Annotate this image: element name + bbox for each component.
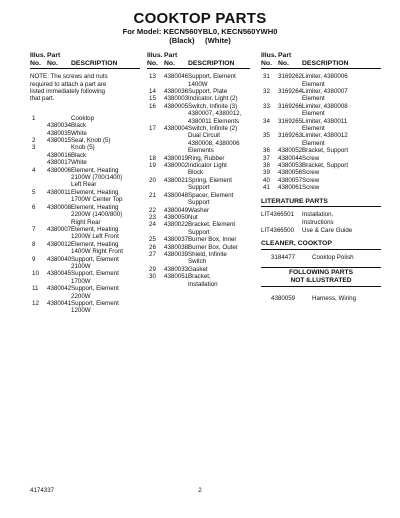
illus-number: 20	[149, 176, 156, 184]
illus-number: 27	[149, 250, 156, 258]
illus-number: 5	[32, 188, 36, 196]
illus-number: 21	[149, 191, 156, 199]
part-number: 4380017	[47, 159, 72, 167]
part-row	[30, 189, 140, 204]
illus-number: 1	[32, 114, 36, 122]
part-row	[147, 251, 250, 266]
part-row	[261, 147, 381, 154]
illus-number: 31	[263, 73, 270, 81]
illus-number: 37	[263, 154, 270, 162]
illus-number: 33	[263, 102, 270, 110]
part-description: Element, Heating 1200W Left Front	[71, 225, 119, 241]
illus-number: 26	[149, 243, 156, 251]
part-row	[261, 177, 381, 184]
illus-number: 23	[149, 213, 156, 221]
part-row	[30, 167, 140, 189]
part-row	[147, 88, 250, 95]
page-title: COOKTOP PARTS	[133, 10, 267, 27]
literature-list	[261, 211, 381, 234]
part-description: Screw	[302, 154, 320, 162]
part-number: 4380002	[164, 162, 189, 170]
illus-number: 18	[149, 154, 156, 162]
part-description: Cooktop	[71, 114, 95, 122]
part-description: Screw	[302, 169, 320, 177]
illus-number: 25	[149, 236, 156, 244]
part-number: 4380006	[47, 166, 72, 174]
parts-column-2	[147, 52, 250, 288]
part-row	[30, 152, 140, 159]
part-number: 4380041	[47, 299, 72, 307]
not-illustrated-list	[261, 295, 381, 302]
part-number: 4380053	[278, 162, 303, 170]
part-row	[30, 256, 140, 271]
part-row	[147, 244, 250, 251]
part-number: 4380044	[278, 154, 303, 162]
not-illustrated-heading: FOLLOWING PARTS NOT ILLUSTRATED	[261, 267, 381, 287]
part-number: 3169264	[278, 88, 303, 95]
part-row	[261, 155, 381, 162]
part-row	[261, 227, 381, 234]
part-description: Indicator Light Block	[188, 162, 227, 177]
part-row	[261, 184, 381, 191]
part-description: Support, Element 1700W	[71, 270, 119, 285]
part-row	[147, 177, 250, 192]
part-row	[30, 300, 140, 315]
part-number: 4380008	[47, 203, 72, 211]
parts-column-3	[261, 52, 381, 304]
part-number: 4380004	[164, 125, 189, 133]
parts-list	[30, 115, 140, 315]
part-number: 4380056	[278, 169, 303, 177]
part-description: Bracket, Installation	[188, 273, 218, 288]
illus-number: 12	[32, 299, 39, 307]
part-number	[47, 115, 71, 122]
part-no-header: Part No.	[164, 52, 178, 67]
part-description: Knob (5)	[71, 144, 95, 152]
part-description: Limiter, 4380012 Element	[302, 132, 348, 147]
illus-number: 41	[263, 184, 270, 192]
part-row	[147, 95, 250, 102]
part-number: 4380012	[47, 240, 72, 248]
part-row	[30, 285, 140, 300]
part-number: 4380042	[47, 285, 72, 293]
part-row	[30, 270, 140, 285]
illus-number: 36	[263, 147, 270, 155]
illus-number: 9	[32, 255, 36, 263]
part-number: 3169263	[278, 132, 303, 140]
part-number: 3169262	[278, 73, 303, 81]
part-number: 4380037	[164, 236, 189, 244]
part-number: 4380033	[164, 265, 189, 273]
illus-number: 16	[149, 102, 156, 110]
part-number: 4380061	[278, 184, 303, 192]
part-number: 4380005	[164, 102, 189, 110]
part-number: LIT4366500	[261, 226, 295, 234]
illus-number	[30, 159, 47, 166]
part-no-header: Part No.	[47, 52, 61, 67]
part-row	[261, 73, 381, 88]
illus-number: 13	[149, 73, 156, 81]
part-number: LIT4366501	[261, 211, 295, 219]
description-header: DESCRIPTION	[302, 59, 349, 67]
illus-number: 7	[32, 225, 36, 233]
part-description: Installation, Instructions	[302, 211, 334, 226]
part-number: 4380038	[164, 243, 189, 251]
part-description: Indicator, Light (2)	[188, 95, 238, 103]
illus-number: 39	[263, 169, 270, 177]
part-description: Limiter, 4380006 Element	[302, 73, 348, 88]
illus-number: 10	[32, 270, 39, 278]
part-description: Burner Box, Outer	[188, 243, 238, 251]
part-row	[30, 159, 140, 166]
part-description: Limiter, 4380008 Element	[302, 102, 348, 118]
part-row	[147, 236, 250, 243]
part-description: Washer	[188, 206, 210, 214]
part-row	[147, 192, 250, 207]
part-number: 3169266	[278, 102, 303, 110]
illus-number: 2	[32, 137, 36, 145]
illus-no-header: Illus. No.	[261, 52, 277, 67]
illus-number	[30, 152, 47, 159]
part-description: Bracket, Support	[302, 162, 349, 170]
part-description: Support, Plate	[188, 88, 228, 95]
illus-number: 19	[149, 162, 156, 170]
part-row	[261, 162, 381, 169]
illus-number: 34	[263, 117, 270, 125]
part-number: 4380019	[164, 154, 189, 162]
part-description: Spacer, Element Support	[188, 191, 234, 207]
part-row	[147, 207, 250, 214]
illus-number: 32	[263, 88, 270, 95]
page-number: 2	[198, 487, 202, 494]
part-description: Gasket	[188, 265, 208, 273]
part-description: Ring, Rubber	[188, 154, 225, 162]
part-row	[147, 73, 250, 88]
part-number: 4380050	[164, 213, 189, 221]
illus-number: 35	[263, 132, 270, 140]
part-row	[30, 115, 140, 122]
part-number	[47, 144, 71, 151]
illus-number: 38	[263, 162, 270, 170]
part-row	[261, 295, 381, 302]
illus-number: 3	[32, 144, 36, 152]
part-number: 4380039	[164, 250, 189, 258]
part-number: 4380021	[164, 176, 189, 184]
description-header: DESCRIPTION	[71, 59, 118, 67]
illus-number	[30, 130, 47, 137]
parts-column-1	[30, 52, 140, 315]
part-row	[147, 162, 250, 177]
part-description: White	[71, 159, 87, 167]
illus-number: 11	[32, 285, 39, 293]
part-number: 4380036	[164, 88, 189, 95]
part-description: Black	[71, 151, 87, 159]
part-description: Black	[71, 122, 87, 130]
part-description: Screw	[302, 184, 320, 192]
part-description: Seal, Knob (5)	[71, 137, 111, 145]
part-number: 4380035	[47, 129, 72, 137]
part-description: Support, Element 2200W	[71, 285, 119, 300]
part-description: Harness, Wiring	[312, 295, 357, 303]
colors-line: (Black) (White)	[169, 36, 231, 45]
part-no-header: Part No.	[278, 52, 292, 67]
part-number: 3184477	[271, 253, 296, 261]
part-row	[261, 169, 381, 176]
part-number: 4380048	[164, 191, 189, 199]
illus-no-header: Illus. No.	[30, 52, 46, 67]
illus-number: 22	[149, 206, 156, 214]
part-description: Element, Heating 2100W (700/1400) Left Rear	[71, 166, 123, 189]
part-description: Spring, Element Support	[188, 176, 233, 192]
part-number: 4380051	[164, 273, 189, 281]
illus-number: 17	[149, 125, 156, 133]
illus-number: 40	[263, 176, 270, 184]
illus-number: 15	[149, 95, 156, 103]
description-header: DESCRIPTION	[188, 59, 235, 67]
part-description: Shield, Infinite Switch	[188, 250, 227, 266]
part-number: 4380057	[278, 176, 303, 184]
part-number: 4380016	[47, 151, 72, 159]
part-number: 4380049	[164, 206, 189, 214]
part-description: Element, Heating 1400W Right Front	[71, 240, 123, 256]
cleaner-heading: CLEANER, COOKTOP	[261, 240, 381, 249]
illus-number: 30	[149, 273, 156, 281]
part-number: 4380022	[164, 221, 189, 229]
part-description: Support, Element 1400W	[188, 73, 236, 88]
part-row	[147, 221, 250, 236]
part-description: Limiter, 4380011 Element	[302, 117, 348, 133]
part-row	[261, 118, 381, 133]
part-description: Bracket, Support	[302, 147, 349, 155]
part-row	[30, 226, 140, 241]
part-number: 4380007	[47, 225, 72, 233]
part-description: Switch, Infinite (3) 4380007, 4380012, 4380011 Elements	[188, 102, 242, 125]
part-row	[147, 214, 250, 221]
part-number: 4380059	[271, 295, 296, 303]
part-description: Limiter, 4380007 Element	[302, 88, 348, 103]
illus-number: 24	[149, 221, 156, 229]
part-row	[30, 130, 140, 137]
part-row	[147, 155, 250, 162]
part-number: 3169265	[278, 117, 303, 125]
illus-number: 29	[149, 265, 156, 273]
part-row	[30, 144, 140, 151]
part-row	[147, 125, 250, 155]
illus-number	[30, 122, 47, 129]
part-row	[261, 132, 381, 147]
part-number: 4380045	[47, 270, 72, 278]
model-subtitle	[0, 27, 400, 45]
part-description: Use & Care Guide	[302, 226, 353, 234]
part-row	[30, 241, 140, 256]
part-number: 4380011	[47, 188, 71, 196]
illus-no-header: Illus. No.	[147, 52, 163, 67]
part-row	[147, 273, 250, 288]
part-description: Element, Heating 2200W (1400/800) Right Rear	[71, 203, 123, 226]
part-description: Support, Element 2100W	[71, 255, 119, 270]
part-description: White	[71, 129, 87, 137]
model-line: For Model: KECN560YBL0, KECN560YWH0	[122, 27, 278, 36]
part-description: Nut	[188, 213, 198, 221]
column-header	[30, 52, 140, 69]
part-row	[261, 88, 381, 103]
document-number: 4174337	[30, 487, 55, 494]
literature-parts-heading: LITERATURE PARTS	[261, 198, 381, 207]
part-number: 4380003	[164, 95, 189, 103]
parts-list	[261, 73, 381, 192]
part-number: 4380052	[278, 147, 303, 155]
part-row	[30, 204, 140, 226]
illus-number: 6	[32, 203, 36, 211]
part-description: Element, Heating 1700W Center Top	[71, 188, 123, 204]
part-row	[261, 211, 381, 226]
illus-number: 8	[32, 240, 36, 248]
part-row	[30, 137, 140, 144]
cleaner-list	[261, 254, 381, 261]
part-number: 4380046	[164, 73, 189, 81]
column-header	[147, 52, 250, 69]
part-number: 4380015	[47, 137, 72, 145]
column-header	[261, 52, 381, 69]
part-description: Cooktop Polish	[312, 253, 354, 261]
illus-number: 4	[32, 166, 36, 174]
part-row	[147, 103, 250, 125]
part-row	[261, 254, 381, 261]
screws-note: NOTE: The screws and nuts required to attach a part are listed immediately following that part.	[30, 73, 108, 103]
part-description: Support, Element 1200W	[71, 299, 119, 315]
part-row	[147, 266, 250, 273]
part-description: Burner Box, Inner	[188, 236, 237, 244]
part-number: 4380040	[47, 255, 72, 263]
part-number: 4380034	[47, 122, 72, 130]
part-row	[30, 122, 140, 129]
illus-number: 14	[149, 88, 156, 95]
part-row	[261, 103, 381, 118]
parts-list	[147, 73, 250, 288]
part-description: Bracket, Element Support	[188, 221, 236, 236]
part-description: Switch, Infinite (2) Dual Circuit 4380008, 4380006 Elements	[188, 125, 240, 155]
part-description: Screw	[302, 176, 320, 184]
